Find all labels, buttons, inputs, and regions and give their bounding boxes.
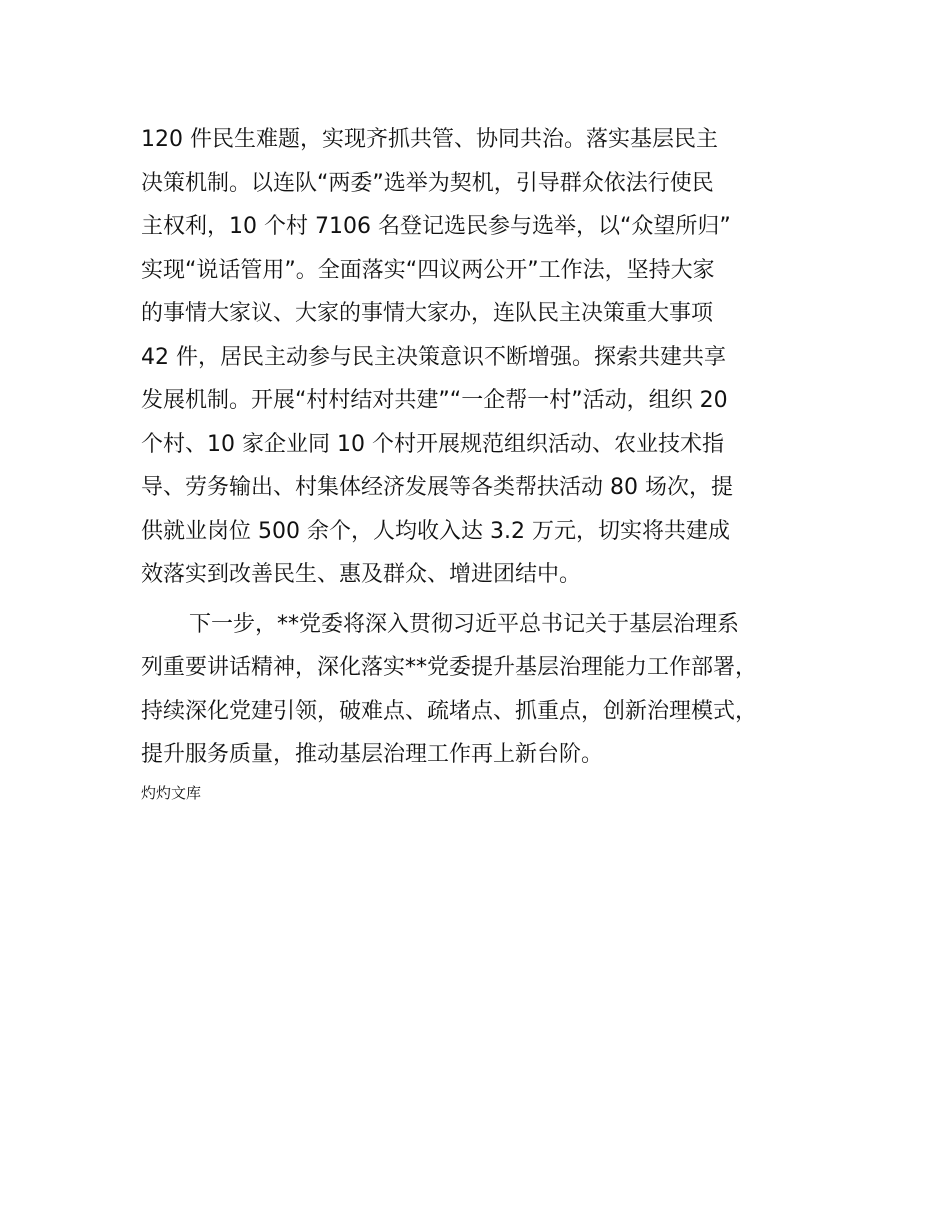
text-line: 42 件，居民主动参与民主决策意识不断增强。探索共建共享 bbox=[141, 344, 726, 370]
text-line: 提升服务质量，推动基层治理工作再上新台阶。 bbox=[141, 742, 604, 767]
text-line: 实现“说话管用”。全面落实“四议两公开”工作法，坚持大家 bbox=[141, 257, 715, 283]
text-line: 供就业岗位 500 余个，人均收入达 3.2 万元，切实将共建成 bbox=[141, 518, 730, 544]
text-line: 决策机制。以连队“两委”选举为契机，引导群众依法行使民 bbox=[141, 170, 714, 196]
paragraph-2 bbox=[141, 603, 841, 777]
text-line: 的事情大家议、大家的事情大家办，连队民主决策重大事项 bbox=[141, 301, 714, 326]
text-line: 下一步，**党委将深入贯彻习近平总书记关于基层治理系 bbox=[189, 611, 740, 637]
footer-source-label: 灼灼文库 bbox=[141, 784, 202, 802]
text-line: 导、劳务输出、村集体经济发展等各类帮扶活动 80 场次，提 bbox=[141, 475, 733, 500]
document-body bbox=[141, 118, 841, 777]
text-line: 发展机制。开展“村村结对共建”“一企帮一村”活动，组织 20 bbox=[141, 388, 728, 413]
text-line: 效落实到改善民生、惠及群众、增进团结中。 bbox=[141, 562, 582, 587]
text-line: 列重要讲话精神，深化落实**党委提升基层治理能力工作部署， bbox=[141, 655, 758, 680]
text-line: 120 件民生难题，实现齐抓共管、协同共治。落实基层民主 bbox=[141, 127, 718, 152]
text-line: 主权利，10 个村 7106 名登记选民参与选举，以“众望所归” bbox=[141, 214, 731, 239]
text-line: 持续深化党建引领，破难点、疏堵点、抓重点，创新治理模式， bbox=[141, 698, 758, 724]
paragraph-1 bbox=[141, 118, 841, 597]
text-line: 个村、10 家企业同 10 个村开展规范组织活动、农业技术指 bbox=[141, 431, 724, 457]
